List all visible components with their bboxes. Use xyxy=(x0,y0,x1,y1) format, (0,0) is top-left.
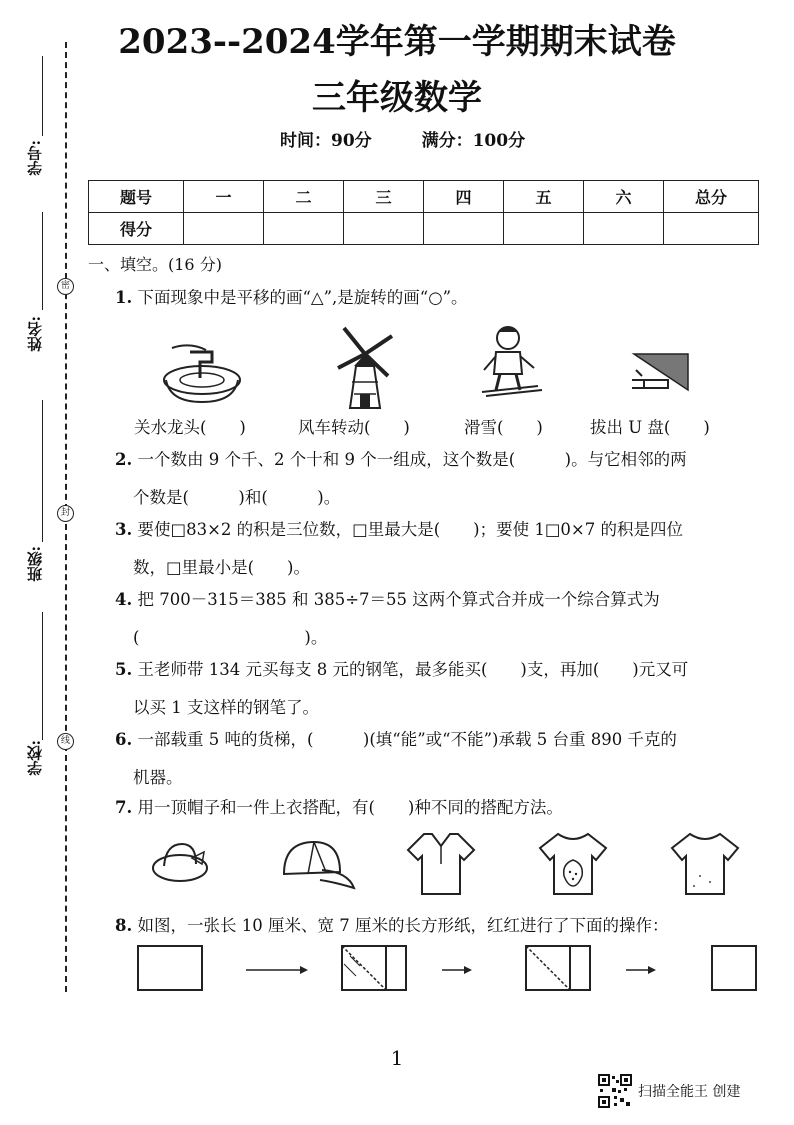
question-number: 1. xyxy=(115,288,133,307)
seal-mark: 封 xyxy=(57,505,74,522)
table-cell[interactable] xyxy=(264,213,344,245)
school-fill-line xyxy=(42,612,43,740)
class-fill-line xyxy=(42,400,43,542)
windmill-icon xyxy=(330,322,400,410)
caption-skiing: 滑雪( ) xyxy=(464,418,543,437)
name-fill-line xyxy=(42,212,43,310)
caption-faucet: 关水龙头( ) xyxy=(134,418,246,437)
question-6-line-2: 机器。 xyxy=(133,768,183,787)
question-text: 下面现象中是平移的画“△”,是旋转的画“○”。 xyxy=(137,288,468,307)
arrow-icon xyxy=(626,966,656,974)
student-no-fill-line xyxy=(42,56,43,136)
table-cell: 二 xyxy=(264,181,344,213)
name-label: 姓名: xyxy=(26,316,44,352)
watermark-text: 扫描全能王 创建 xyxy=(638,1084,741,1100)
question-number: 6. xyxy=(115,730,133,749)
time-limit: 时间：90分 xyxy=(280,131,372,151)
question-1 xyxy=(115,286,468,310)
table-cell[interactable] xyxy=(424,213,504,245)
table-cell: 六 xyxy=(584,181,664,213)
table-cell: 五 xyxy=(504,181,584,213)
arrow-icon xyxy=(246,966,308,974)
question-6 xyxy=(115,728,677,752)
question-4 xyxy=(115,588,660,612)
skier-icon xyxy=(478,322,544,400)
question-number: 5. xyxy=(115,660,133,679)
question-text: 如图，一张长 10 厘米、宽 7 厘米的长方形纸，红红进行了下面的操作： xyxy=(137,916,669,935)
table-cell: 三 xyxy=(344,181,424,213)
question-7 xyxy=(115,796,563,820)
table-cell: 得分 xyxy=(89,213,184,245)
faucet-icon xyxy=(160,340,245,405)
result-square xyxy=(712,946,756,990)
question-4-line-2: ( )。 xyxy=(133,628,328,647)
full-score: 满分：100分 xyxy=(421,131,526,151)
question-8 xyxy=(115,914,668,938)
question-3-line-2: 数，□里最小是( )。 xyxy=(133,558,310,577)
folded-paper-step-1 xyxy=(342,946,406,990)
table-row xyxy=(89,213,759,245)
class-label: 班级: xyxy=(26,546,44,582)
exam-subtitle: 三年级数学 xyxy=(312,78,482,118)
question-2-line-2: 个数是( )和( )。 xyxy=(133,488,341,507)
school-label: 学校: xyxy=(26,740,44,776)
question-text: 把 700－315＝385 和 385÷7＝55 这两个算式合并成一个综合算式为 xyxy=(137,590,660,609)
question-number: 8. xyxy=(115,916,133,935)
question-text: 一个数由 9 个千、2 个十和 9 个一组成，这个数是( )。与它相邻的两 xyxy=(137,450,687,469)
table-cell[interactable] xyxy=(584,213,664,245)
qr-code-icon xyxy=(598,1074,632,1108)
question-text: 要使□83×2 的积是三位数，□里最大是( )；要使 1□0×7 的积是四位 xyxy=(137,520,683,539)
question-number: 2. xyxy=(115,450,133,469)
scanner-watermark xyxy=(598,1074,740,1108)
polo-shirt-icon xyxy=(406,830,476,896)
table-cell[interactable] xyxy=(344,213,424,245)
hat-icon xyxy=(150,838,212,886)
seal-mark: 线 xyxy=(57,733,74,750)
question-3 xyxy=(115,518,683,542)
question-number: 3. xyxy=(115,520,133,539)
cap-icon xyxy=(278,836,356,894)
caption-usb: 拔出 U 盘( ) xyxy=(590,418,710,437)
question-text: 用一顶帽子和一件上衣搭配，有( )种不同的搭配方法。 xyxy=(137,798,563,817)
table-cell: 总分 xyxy=(664,181,759,213)
question-5 xyxy=(115,658,688,682)
arrow-icon xyxy=(442,966,472,974)
table-cell[interactable] xyxy=(664,213,759,245)
question-text: 一部载重 5 吨的货梯，( )(填“能”或“不能”)承载 5 台重 890 千克的 xyxy=(137,730,677,749)
section-heading: 一、填空。(16 分) xyxy=(88,255,222,274)
question-number: 4. xyxy=(115,590,133,609)
table-cell: 一 xyxy=(184,181,264,213)
seal-mark: 密 xyxy=(57,278,74,295)
question-5-line-2: 以买 1 支这样的钢笔了。 xyxy=(133,698,319,717)
table-row xyxy=(89,181,759,213)
exam-info xyxy=(280,126,569,151)
strawberry-tshirt-icon xyxy=(538,830,608,896)
table-cell[interactable] xyxy=(184,213,264,245)
paper-folding-diagram xyxy=(130,940,760,996)
usb-drive-icon xyxy=(628,350,692,398)
table-cell[interactable] xyxy=(504,213,584,245)
page-number: 1 xyxy=(390,1046,404,1070)
question-number: 7. xyxy=(115,798,133,817)
tshirt-icon xyxy=(670,830,740,896)
table-cell: 题号 xyxy=(89,181,184,213)
question-text: 王老师带 134 元买每支 8 元的钢笔，最多能买( )支，再加( )元又可 xyxy=(137,660,689,679)
caption-windmill: 风车转动( ) xyxy=(298,418,410,437)
table-cell: 四 xyxy=(424,181,504,213)
student-no-label: 学号: xyxy=(26,140,44,176)
rectangle-paper xyxy=(138,946,202,990)
score-table xyxy=(88,180,759,245)
question-2 xyxy=(115,448,687,472)
exam-title: 2023--2024学年第一学期期末试卷 xyxy=(118,22,676,62)
folded-paper-step-2 xyxy=(526,946,590,990)
